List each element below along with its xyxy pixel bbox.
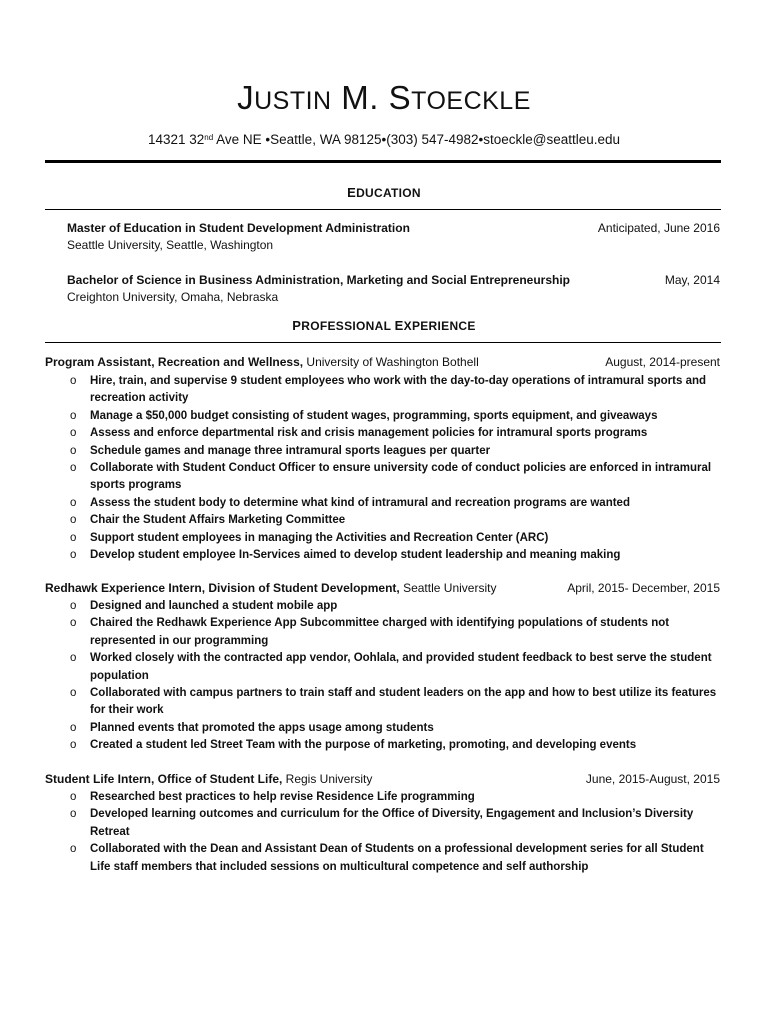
list-item: o Worked closely with the contracted app vendor, Oohlala, and provided student feedback to best serve the student population bbox=[70, 650, 720, 685]
list-item: o Assess and enforce departmental risk and crisis management policies for intramural sports programs bbox=[70, 425, 720, 442]
job-title: Program Assistant, Recreation and Wellness, bbox=[45, 355, 304, 369]
name-first-rest: USTIN bbox=[254, 87, 332, 115]
list-item: o Researched best practices to help revise Residence Life programming bbox=[70, 789, 720, 806]
job-title: Redhawk Experience Intern, Division of Student Development, bbox=[45, 581, 400, 595]
job-date: June, 2015-August, 2015 bbox=[585, 772, 720, 786]
name-last-rest: TOECKLE bbox=[411, 87, 531, 115]
experience-divider bbox=[45, 342, 721, 343]
job-title: Student Life Intern, Office of Student Life, bbox=[45, 772, 283, 786]
education-heading bbox=[0, 185, 768, 200]
header-divider bbox=[45, 160, 721, 163]
list-item: o Created a student led Street Team with the purpose of marketing, promoting, and developing events bbox=[70, 737, 720, 754]
job-org: University of Washington Bothell bbox=[303, 355, 479, 369]
degree-date: Anticipated, June 2016 bbox=[597, 221, 720, 235]
job-bullet-list bbox=[70, 598, 720, 755]
name-middle: M. bbox=[341, 79, 379, 116]
experience-heading-e-rest: XPERIENCE bbox=[403, 319, 476, 333]
education-heading-initial: E bbox=[347, 185, 357, 200]
list-item: o Develop student employee In-Services aimed to develop student leadership and meaning making bbox=[70, 547, 720, 564]
list-item: o Chair the Student Affairs Marketing Committee bbox=[70, 512, 720, 529]
address-number: 14321 32 bbox=[147, 132, 205, 147]
name-last-initial: S bbox=[388, 79, 412, 116]
degree-date: May, 2014 bbox=[664, 273, 720, 287]
list-item: o Collaborate with Student Conduct Officer to ensure university code of conduct policies are enforced in intramural sports programs bbox=[70, 460, 720, 495]
list-item: o Collaborated with the Dean and Assistant Dean of Students on a professional development series for all Student Life staff members that included sessions on multicultural competence and self authorship bbox=[70, 841, 720, 876]
list-item: o Schedule games and manage three intramural sports leagues per quarter bbox=[70, 443, 720, 460]
experience-heading bbox=[0, 318, 768, 333]
candidate-name bbox=[0, 78, 768, 121]
list-item: o Chaired the Redhawk Experience App Subcommittee charged with identifying populations of students not represented in our programming bbox=[70, 615, 720, 650]
experience-heading-e: E bbox=[394, 318, 404, 333]
address-suffix: nd bbox=[204, 133, 214, 142]
list-item: o Manage a $50,000 budget consisting of student wages, programming, sports equipment, and giveaways bbox=[70, 408, 720, 425]
list-item: o Designed and launched a student mobile app bbox=[70, 598, 720, 615]
list-item: o Collaborated with campus partners to train staff and student leaders on the app and how to best utilize its features for their work bbox=[70, 685, 720, 720]
education-heading-rest: DUCATION bbox=[356, 186, 421, 200]
job-org: Regis University bbox=[282, 772, 373, 786]
list-item: o Assess the student body to determine what kind of intramural and recreation programs are wanted bbox=[70, 495, 720, 512]
degree-title: Master of Education in Student Development Administration bbox=[67, 221, 410, 235]
address-rest: Ave NE •Seattle, WA 98125•(303) 547-4982•stoeckle@seattleu.edu bbox=[213, 132, 621, 147]
list-item: o Hire, train, and supervise 9 student employees who work with the day-to-day operations of intramural sports and recreation activity bbox=[70, 373, 720, 408]
degree-title: Bachelor of Science in Business Administration, Marketing and Social Entrepreneurship bbox=[67, 273, 571, 287]
list-item: o Developed learning outcomes and curriculum for the Office of Diversity, Engagement and Inclusion’s Diversity Retreat bbox=[70, 806, 720, 841]
name-first-initial: J bbox=[237, 79, 255, 116]
list-item: o Support student employees in managing the Activities and Recreation Center (ARC) bbox=[70, 530, 720, 547]
contact-line bbox=[0, 130, 768, 150]
school-name: Creighton University, Omaha, Nebraska bbox=[67, 290, 279, 304]
education-divider bbox=[45, 209, 721, 210]
job-date: August, 2014-present bbox=[605, 355, 720, 369]
job-date: April, 2015- December, 2015 bbox=[567, 581, 720, 595]
job-org: Seattle University bbox=[399, 581, 497, 595]
experience-heading-p-rest: ROFESSIONAL bbox=[301, 319, 395, 333]
experience-heading-p: P bbox=[292, 318, 302, 333]
job-bullet-list bbox=[70, 373, 720, 564]
school-name: Seattle University, Seattle, Washington bbox=[67, 238, 274, 252]
job-bullet-list bbox=[70, 789, 720, 876]
list-item: o Planned events that promoted the apps usage among students bbox=[70, 720, 720, 737]
